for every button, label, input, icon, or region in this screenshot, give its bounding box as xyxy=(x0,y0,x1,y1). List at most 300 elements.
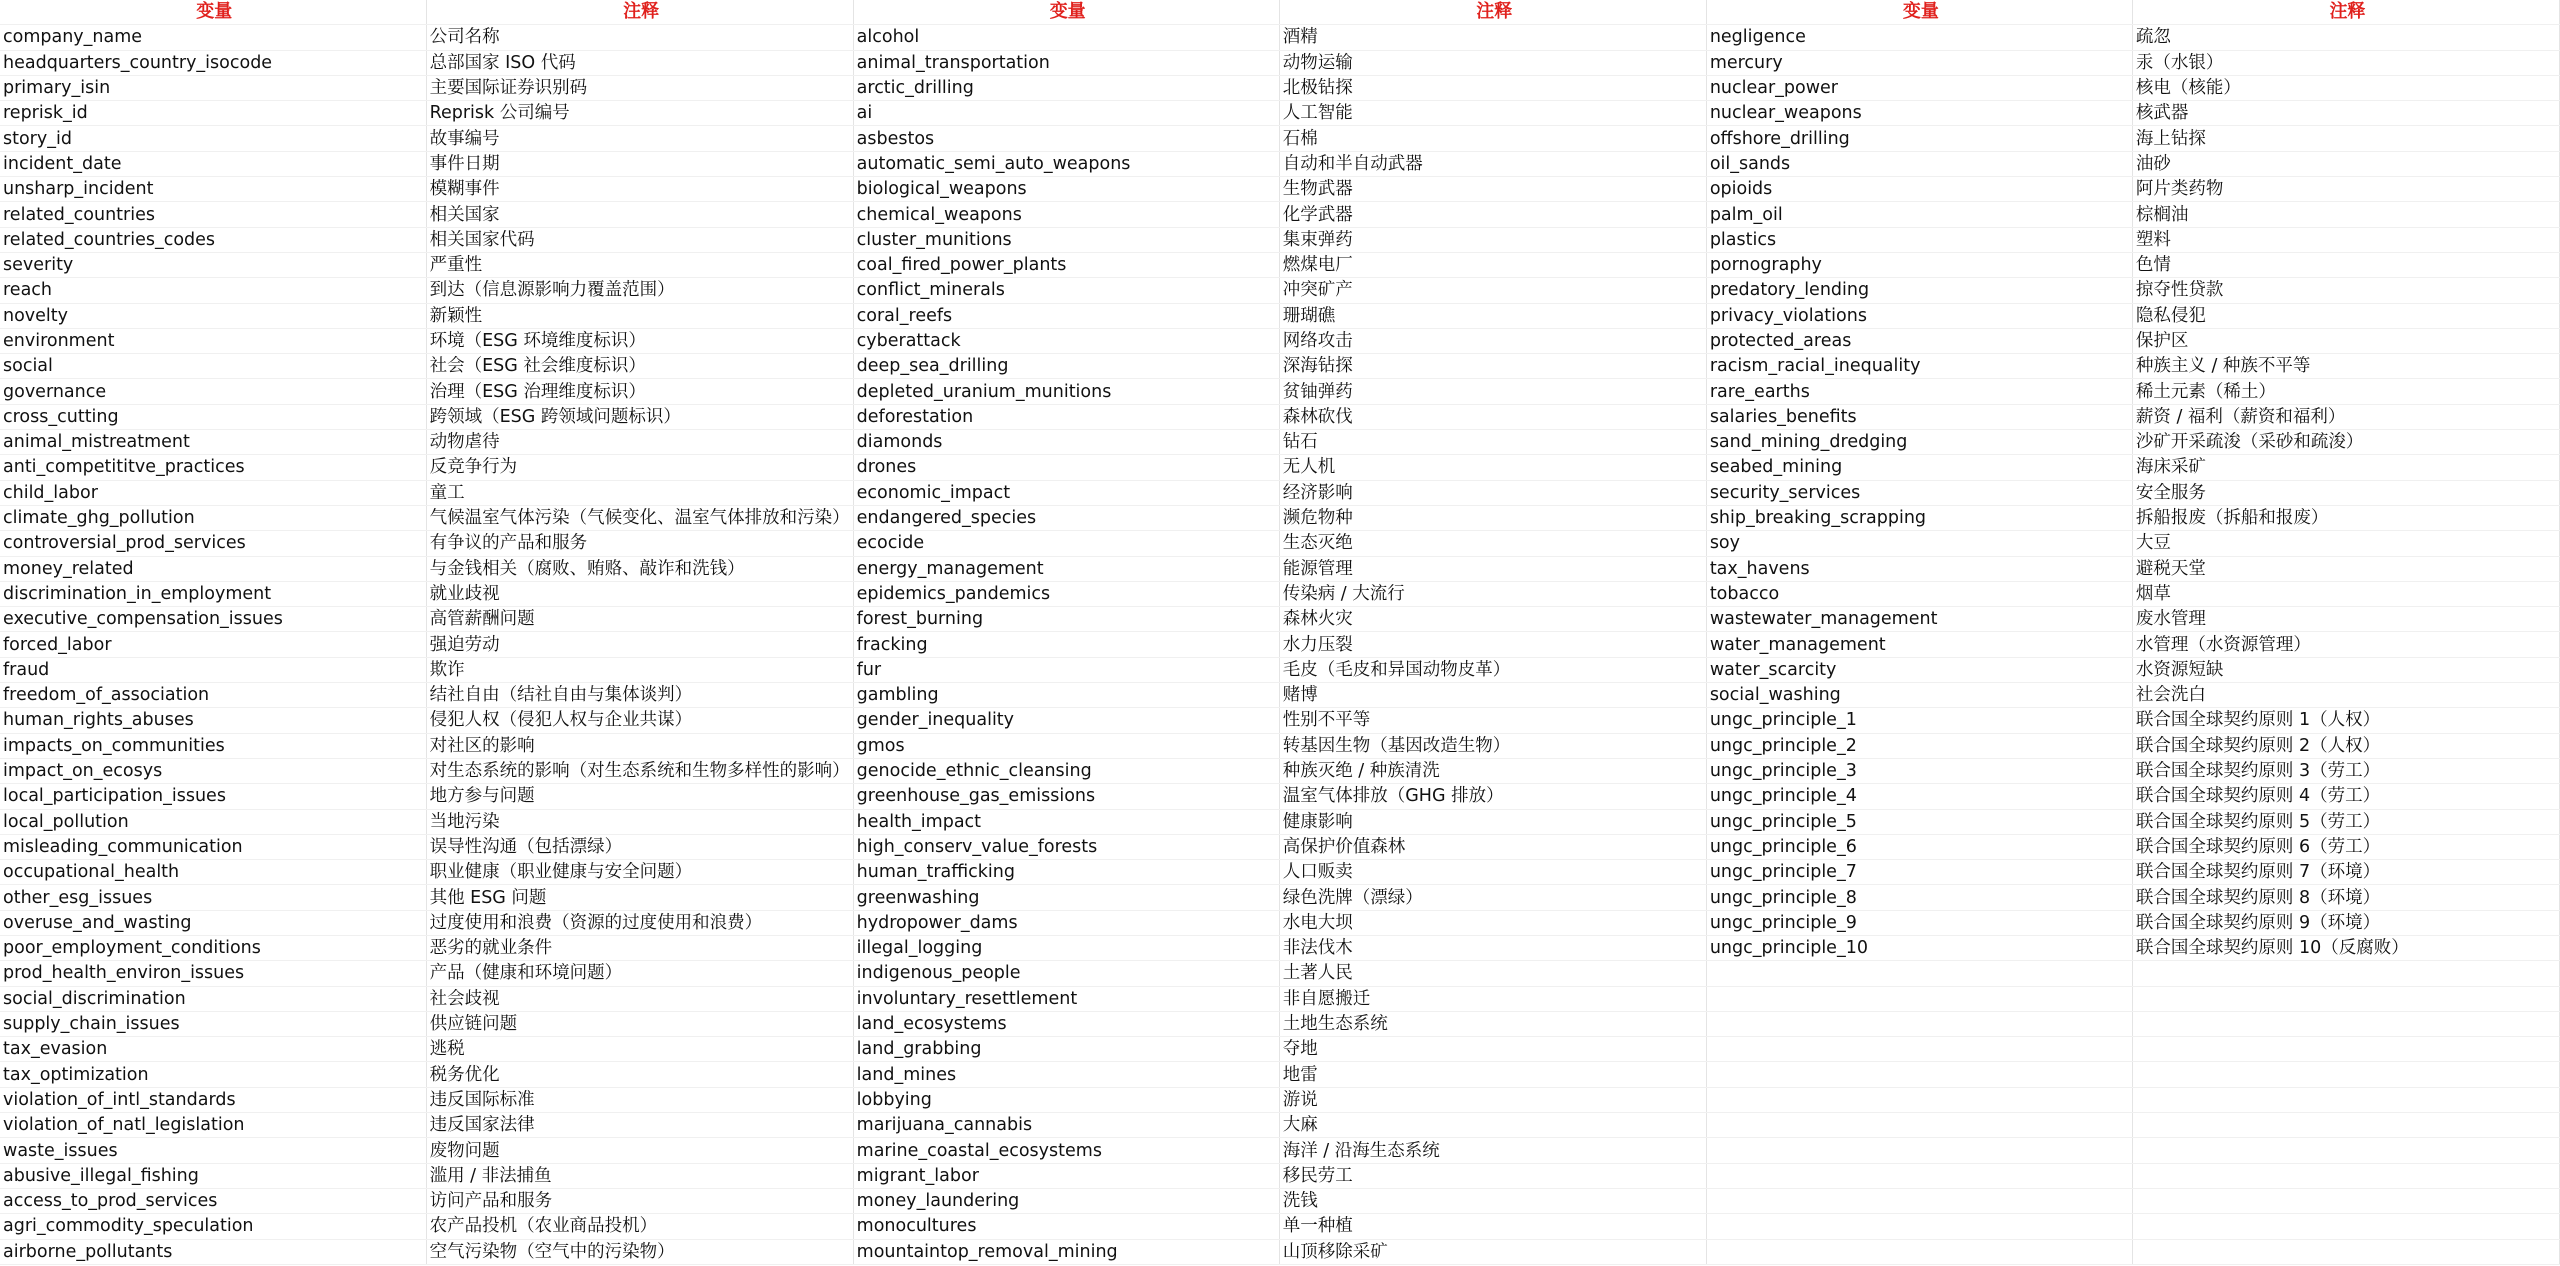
variable-cell[interactable]: social xyxy=(0,354,426,379)
note-cell[interactable]: 废物问题 xyxy=(426,1138,853,1163)
note-cell[interactable]: 核武器 xyxy=(2132,101,2559,126)
note-cell[interactable]: 深海钻探 xyxy=(1279,354,1706,379)
variable-cell[interactable]: energy_management xyxy=(853,556,1279,581)
variable-cell[interactable] xyxy=(1706,1113,2132,1138)
variable-cell[interactable]: soy xyxy=(1706,531,2132,556)
note-cell[interactable]: 联合国全球契约原则 5（劳工） xyxy=(2132,809,2559,834)
note-cell[interactable]: 高保护价值森林 xyxy=(1279,834,1706,859)
variable-cell[interactable]: arctic_drilling xyxy=(853,75,1279,100)
variable-cell[interactable]: pornography xyxy=(1706,252,2132,277)
note-cell[interactable]: 色情 xyxy=(2132,252,2559,277)
note-cell[interactable]: 土地生态系统 xyxy=(1279,1011,1706,1036)
note-cell[interactable] xyxy=(2132,1163,2559,1188)
note-cell[interactable]: 珊瑚礁 xyxy=(1279,303,1706,328)
variable-cell[interactable]: human_rights_abuses xyxy=(0,708,426,733)
note-cell[interactable]: 联合国全球契约原则 8（环境） xyxy=(2132,885,2559,910)
note-cell[interactable]: 联合国全球契约原则 6（劳工） xyxy=(2132,834,2559,859)
variable-cell[interactable]: ai xyxy=(853,101,1279,126)
variable-cell[interactable]: anti_competititve_practices xyxy=(0,455,426,480)
variable-cell[interactable]: coal_fired_power_plants xyxy=(853,252,1279,277)
variable-cell[interactable]: fraud xyxy=(0,657,426,682)
variable-cell[interactable]: ship_breaking_scrapping xyxy=(1706,505,2132,530)
note-cell[interactable]: 大麻 xyxy=(1279,1113,1706,1138)
variable-cell[interactable]: marijuana_cannabis xyxy=(853,1113,1279,1138)
note-cell[interactable]: 社会（ESG 社会维度标识） xyxy=(426,354,853,379)
variable-cell[interactable]: rare_earths xyxy=(1706,379,2132,404)
variable-cell[interactable]: biological_weapons xyxy=(853,177,1279,202)
variable-cell[interactable]: fracking xyxy=(853,632,1279,657)
note-cell[interactable]: 农产品投机（农业商品投机） xyxy=(426,1214,853,1239)
note-cell[interactable]: 海床采矿 xyxy=(2132,455,2559,480)
note-cell[interactable]: 到达（信息源影响力覆盖范围） xyxy=(426,278,853,303)
variable-cell[interactable]: wastewater_management xyxy=(1706,607,2132,632)
note-cell[interactable]: 违反国际标准 xyxy=(426,1087,853,1112)
variable-cell[interactable]: ungc_principle_8 xyxy=(1706,885,2132,910)
header-note-3[interactable]: 注释 xyxy=(2132,0,2559,25)
variable-cell[interactable]: land_grabbing xyxy=(853,1037,1279,1062)
variable-cell[interactable]: ungc_principle_9 xyxy=(1706,910,2132,935)
variable-cell[interactable]: epidemics_pandemics xyxy=(853,581,1279,606)
note-cell[interactable]: 社会歧视 xyxy=(426,986,853,1011)
note-cell[interactable]: 职业健康（职业健康与安全问题） xyxy=(426,860,853,885)
variable-cell[interactable]: cyberattack xyxy=(853,328,1279,353)
variable-cell[interactable]: human_trafficking xyxy=(853,860,1279,885)
variable-cell[interactable] xyxy=(1706,986,2132,1011)
variable-cell[interactable]: water_scarcity xyxy=(1706,657,2132,682)
variable-cell[interactable]: freedom_of_association xyxy=(0,683,426,708)
variable-cell[interactable]: migrant_labor xyxy=(853,1163,1279,1188)
variable-cell[interactable]: local_participation_issues xyxy=(0,784,426,809)
note-cell[interactable]: 联合国全球契约原则 10（反腐败） xyxy=(2132,935,2559,960)
note-cell[interactable]: 保护区 xyxy=(2132,328,2559,353)
variable-cell[interactable]: lobbying xyxy=(853,1087,1279,1112)
note-cell[interactable]: 土著人民 xyxy=(1279,961,1706,986)
note-cell[interactable]: 种族灭绝 / 种族清洗 xyxy=(1279,758,1706,783)
note-cell[interactable]: Reprisk 公司编号 xyxy=(426,101,853,126)
variable-cell[interactable]: airborne_pollutants xyxy=(0,1239,426,1264)
variable-cell[interactable]: waste_issues xyxy=(0,1138,426,1163)
note-cell[interactable]: 气候温室气体污染（气候变化、温室气体排放和污染） xyxy=(426,505,853,530)
note-cell[interactable]: 人口贩卖 xyxy=(1279,860,1706,885)
variable-cell[interactable]: gender_inequality xyxy=(853,708,1279,733)
note-cell[interactable]: 故事编号 xyxy=(426,126,853,151)
note-cell[interactable]: 阿片类药物 xyxy=(2132,177,2559,202)
variable-cell[interactable]: story_id xyxy=(0,126,426,151)
note-cell[interactable]: 联合国全球契约原则 2（人权） xyxy=(2132,733,2559,758)
variable-cell[interactable]: oil_sands xyxy=(1706,151,2132,176)
variable-cell[interactable]: fur xyxy=(853,657,1279,682)
note-cell[interactable]: 违反国家法律 xyxy=(426,1113,853,1138)
variable-cell[interactable]: forced_labor xyxy=(0,632,426,657)
variable-cell[interactable]: reach xyxy=(0,278,426,303)
note-cell[interactable]: 北极钻探 xyxy=(1279,75,1706,100)
note-cell[interactable]: 对社区的影响 xyxy=(426,733,853,758)
variable-cell[interactable]: racism_racial_inequality xyxy=(1706,354,2132,379)
variable-cell[interactable] xyxy=(1706,961,2132,986)
variable-cell[interactable]: severity xyxy=(0,252,426,277)
note-cell[interactable]: 滥用 / 非法捕鱼 xyxy=(426,1163,853,1188)
note-cell[interactable]: 经济影响 xyxy=(1279,480,1706,505)
note-cell[interactable] xyxy=(2132,986,2559,1011)
variable-cell[interactable]: deforestation xyxy=(853,404,1279,429)
note-cell[interactable]: 汞（水银） xyxy=(2132,50,2559,75)
header-note-1[interactable]: 注释 xyxy=(426,0,853,25)
note-cell[interactable] xyxy=(2132,1037,2559,1062)
variable-cell[interactable]: ungc_principle_7 xyxy=(1706,860,2132,885)
note-cell[interactable]: 总部国家 ISO 代码 xyxy=(426,50,853,75)
variable-cell[interactable]: animal_mistreatment xyxy=(0,430,426,455)
variable-cell[interactable]: executive_compensation_issues xyxy=(0,607,426,632)
note-cell[interactable]: 其他 ESG 问题 xyxy=(426,885,853,910)
variable-cell[interactable] xyxy=(1706,1188,2132,1213)
variable-cell[interactable]: gambling xyxy=(853,683,1279,708)
variable-cell[interactable]: indigenous_people xyxy=(853,961,1279,986)
variable-cell[interactable]: ungc_principle_2 xyxy=(1706,733,2132,758)
variable-cell[interactable]: related_countries_codes xyxy=(0,227,426,252)
variable-cell[interactable]: offshore_drilling xyxy=(1706,126,2132,151)
variable-cell[interactable]: poor_employment_conditions xyxy=(0,935,426,960)
note-cell[interactable]: 燃煤电厂 xyxy=(1279,252,1706,277)
note-cell[interactable]: 联合国全球契约原则 7（环境） xyxy=(2132,860,2559,885)
note-cell[interactable]: 濒危物种 xyxy=(1279,505,1706,530)
note-cell[interactable] xyxy=(2132,1239,2559,1264)
variable-cell[interactable]: high_conserv_value_forests xyxy=(853,834,1279,859)
note-cell[interactable]: 避税天堂 xyxy=(2132,556,2559,581)
note-cell[interactable]: 地方参与问题 xyxy=(426,784,853,809)
variable-cell[interactable]: palm_oil xyxy=(1706,202,2132,227)
note-cell[interactable]: 森林砍伐 xyxy=(1279,404,1706,429)
note-cell[interactable]: 核电（核能） xyxy=(2132,75,2559,100)
note-cell[interactable]: 集束弹药 xyxy=(1279,227,1706,252)
note-cell[interactable]: 高管薪酬问题 xyxy=(426,607,853,632)
note-cell[interactable]: 童工 xyxy=(426,480,853,505)
variable-cell[interactable]: diamonds xyxy=(853,430,1279,455)
note-cell[interactable]: 烟草 xyxy=(2132,581,2559,606)
note-cell[interactable]: 洗钱 xyxy=(1279,1188,1706,1213)
variable-cell[interactable]: marine_coastal_ecosystems xyxy=(853,1138,1279,1163)
header-variable-2[interactable]: 变量 xyxy=(853,0,1279,25)
variable-cell[interactable]: hydropower_dams xyxy=(853,910,1279,935)
note-cell[interactable]: 夺地 xyxy=(1279,1037,1706,1062)
note-cell[interactable]: 稀土元素（稀土） xyxy=(2132,379,2559,404)
variable-cell[interactable]: depleted_uranium_munitions xyxy=(853,379,1279,404)
note-cell[interactable] xyxy=(2132,1011,2559,1036)
note-cell[interactable]: 地雷 xyxy=(1279,1062,1706,1087)
variable-cell[interactable]: protected_areas xyxy=(1706,328,2132,353)
note-cell[interactable]: 就业歧视 xyxy=(426,581,853,606)
variable-cell[interactable]: company_name xyxy=(0,25,426,50)
note-cell[interactable]: 事件日期 xyxy=(426,151,853,176)
variable-cell[interactable]: violation_of_natl_legislation xyxy=(0,1113,426,1138)
note-cell[interactable]: 种族主义 / 种族不平等 xyxy=(2132,354,2559,379)
variable-cell[interactable]: supply_chain_issues xyxy=(0,1011,426,1036)
variable-cell[interactable]: gmos xyxy=(853,733,1279,758)
variable-cell[interactable]: nuclear_weapons xyxy=(1706,101,2132,126)
variable-cell[interactable]: impacts_on_communities xyxy=(0,733,426,758)
variable-cell[interactable]: agri_commodity_speculation xyxy=(0,1214,426,1239)
variable-cell[interactable]: headquarters_country_isocode xyxy=(0,50,426,75)
note-cell[interactable]: 对生态系统的影响（对生态系统和生物多样性的影响） xyxy=(426,758,853,783)
note-cell[interactable]: 能源管理 xyxy=(1279,556,1706,581)
note-cell[interactable]: 治理（ESG 治理维度标识） xyxy=(426,379,853,404)
variable-cell[interactable]: social_washing xyxy=(1706,683,2132,708)
variable-cell[interactable]: asbestos xyxy=(853,126,1279,151)
variable-cell[interactable]: controversial_prod_services xyxy=(0,531,426,556)
note-cell[interactable]: 隐私侵犯 xyxy=(2132,303,2559,328)
note-cell[interactable]: 过度使用和浪费（资源的过度使用和浪费） xyxy=(426,910,853,935)
note-cell[interactable]: 访问产品和服务 xyxy=(426,1188,853,1213)
note-cell[interactable]: 动物虐待 xyxy=(426,430,853,455)
note-cell[interactable]: 塑料 xyxy=(2132,227,2559,252)
variable-cell[interactable]: land_mines xyxy=(853,1062,1279,1087)
variable-cell[interactable]: ungc_principle_6 xyxy=(1706,834,2132,859)
variable-cell[interactable]: endangered_species xyxy=(853,505,1279,530)
note-cell[interactable]: 社会洗白 xyxy=(2132,683,2559,708)
variable-cell[interactable] xyxy=(1706,1138,2132,1163)
variable-cell[interactable]: conflict_minerals xyxy=(853,278,1279,303)
note-cell[interactable]: 性别不平等 xyxy=(1279,708,1706,733)
note-cell[interactable]: 网络攻击 xyxy=(1279,328,1706,353)
header-variable-1[interactable]: 变量 xyxy=(0,0,426,25)
variable-cell[interactable]: other_esg_issues xyxy=(0,885,426,910)
variable-cell[interactable] xyxy=(1706,1011,2132,1036)
variable-cell[interactable] xyxy=(1706,1214,2132,1239)
variable-cell[interactable]: impact_on_ecosys xyxy=(0,758,426,783)
variable-cell[interactable]: overuse_and_wasting xyxy=(0,910,426,935)
variable-cell[interactable]: reprisk_id xyxy=(0,101,426,126)
note-cell[interactable]: 环境（ESG 环境维度标识） xyxy=(426,328,853,353)
note-cell[interactable]: 当地污染 xyxy=(426,809,853,834)
note-cell[interactable]: 主要国际证券识别码 xyxy=(426,75,853,100)
note-cell[interactable]: 毛皮（毛皮和异国动物皮革） xyxy=(1279,657,1706,682)
note-cell[interactable]: 公司名称 xyxy=(426,25,853,50)
variable-cell[interactable] xyxy=(1706,1062,2132,1087)
note-cell[interactable] xyxy=(2132,961,2559,986)
note-cell[interactable]: 动物运输 xyxy=(1279,50,1706,75)
variable-cell[interactable]: involuntary_resettlement xyxy=(853,986,1279,1011)
variable-cell[interactable]: cluster_munitions xyxy=(853,227,1279,252)
note-cell[interactable]: 供应链问题 xyxy=(426,1011,853,1036)
note-cell[interactable]: 非自愿搬迁 xyxy=(1279,986,1706,1011)
note-cell[interactable]: 大豆 xyxy=(2132,531,2559,556)
note-cell[interactable]: 产品（健康和环境问题） xyxy=(426,961,853,986)
note-cell[interactable]: 拆船报废（拆船和报废） xyxy=(2132,505,2559,530)
variable-cell[interactable]: tax_optimization xyxy=(0,1062,426,1087)
note-cell[interactable]: 相关国家代码 xyxy=(426,227,853,252)
note-cell[interactable]: 棕榈油 xyxy=(2132,202,2559,227)
note-cell[interactable]: 恶劣的就业条件 xyxy=(426,935,853,960)
note-cell[interactable]: 水资源短缺 xyxy=(2132,657,2559,682)
note-cell[interactable]: 逃税 xyxy=(426,1037,853,1062)
variable-cell[interactable]: salaries_benefits xyxy=(1706,404,2132,429)
note-cell[interactable] xyxy=(2132,1087,2559,1112)
note-cell[interactable]: 冲突矿产 xyxy=(1279,278,1706,303)
variable-cell[interactable]: ungc_principle_4 xyxy=(1706,784,2132,809)
variable-cell[interactable]: governance xyxy=(0,379,426,404)
variable-cell[interactable]: illegal_logging xyxy=(853,935,1279,960)
variable-cell[interactable]: climate_ghg_pollution xyxy=(0,505,426,530)
variable-cell[interactable]: ungc_principle_5 xyxy=(1706,809,2132,834)
variable-cell[interactable]: opioids xyxy=(1706,177,2132,202)
note-cell[interactable]: 沙矿开采疏浚（采砂和疏浚） xyxy=(2132,430,2559,455)
variable-cell[interactable]: plastics xyxy=(1706,227,2132,252)
note-cell[interactable]: 无人机 xyxy=(1279,455,1706,480)
note-cell[interactable]: 山顶移除采矿 xyxy=(1279,1239,1706,1264)
variable-cell[interactable] xyxy=(1706,1163,2132,1188)
variable-cell[interactable]: land_ecosystems xyxy=(853,1011,1279,1036)
variable-cell[interactable]: seabed_mining xyxy=(1706,455,2132,480)
variable-cell[interactable]: nuclear_power xyxy=(1706,75,2132,100)
note-cell[interactable]: 模糊事件 xyxy=(426,177,853,202)
variable-cell[interactable]: unsharp_incident xyxy=(0,177,426,202)
note-cell[interactable]: 传染病 / 大流行 xyxy=(1279,581,1706,606)
variable-cell[interactable]: mountaintop_removal_mining xyxy=(853,1239,1279,1264)
note-cell[interactable] xyxy=(2132,1138,2559,1163)
note-cell[interactable]: 单一种植 xyxy=(1279,1214,1706,1239)
variable-cell[interactable]: coral_reefs xyxy=(853,303,1279,328)
note-cell[interactable]: 强迫劳动 xyxy=(426,632,853,657)
header-note-2[interactable]: 注释 xyxy=(1279,0,1706,25)
note-cell[interactable]: 化学武器 xyxy=(1279,202,1706,227)
variable-cell[interactable]: occupational_health xyxy=(0,860,426,885)
variable-cell[interactable]: forest_burning xyxy=(853,607,1279,632)
note-cell[interactable]: 油砂 xyxy=(2132,151,2559,176)
note-cell[interactable]: 空气污染物（空气中的污染物） xyxy=(426,1239,853,1264)
variable-cell[interactable] xyxy=(1706,1037,2132,1062)
note-cell[interactable]: 贫铀弹药 xyxy=(1279,379,1706,404)
note-cell[interactable]: 跨领域（ESG 跨领域问题标识） xyxy=(426,404,853,429)
variable-cell[interactable]: sand_mining_dredging xyxy=(1706,430,2132,455)
note-cell[interactable]: 游说 xyxy=(1279,1087,1706,1112)
variable-cell[interactable]: local_pollution xyxy=(0,809,426,834)
variable-cell[interactable]: tax_evasion xyxy=(0,1037,426,1062)
variable-cell[interactable]: abusive_illegal_fishing xyxy=(0,1163,426,1188)
note-cell[interactable]: 安全服务 xyxy=(2132,480,2559,505)
variable-cell[interactable]: privacy_violations xyxy=(1706,303,2132,328)
variable-cell[interactable]: drones xyxy=(853,455,1279,480)
note-cell[interactable]: 移民劳工 xyxy=(1279,1163,1706,1188)
variable-cell[interactable]: discrimination_in_employment xyxy=(0,581,426,606)
variable-cell[interactable]: greenhouse_gas_emissions xyxy=(853,784,1279,809)
note-cell[interactable]: 生态灭绝 xyxy=(1279,531,1706,556)
note-cell[interactable]: 有争议的产品和服务 xyxy=(426,531,853,556)
variable-cell[interactable]: tax_havens xyxy=(1706,556,2132,581)
variable-cell[interactable]: ungc_principle_1 xyxy=(1706,708,2132,733)
variable-cell[interactable]: security_services xyxy=(1706,480,2132,505)
variable-cell[interactable] xyxy=(1706,1239,2132,1264)
variable-cell[interactable]: child_labor xyxy=(0,480,426,505)
note-cell[interactable]: 掠夺性贷款 xyxy=(2132,278,2559,303)
variable-cell[interactable]: incident_date xyxy=(0,151,426,176)
note-cell[interactable]: 生物武器 xyxy=(1279,177,1706,202)
variable-cell[interactable]: tobacco xyxy=(1706,581,2132,606)
note-cell[interactable]: 水电大坝 xyxy=(1279,910,1706,935)
variable-cell[interactable]: environment xyxy=(0,328,426,353)
note-cell[interactable] xyxy=(2132,1188,2559,1213)
variable-cell[interactable]: primary_isin xyxy=(0,75,426,100)
variable-cell[interactable]: predatory_lending xyxy=(1706,278,2132,303)
note-cell[interactable]: 薪资 / 福利（薪资和福利） xyxy=(2132,404,2559,429)
variable-cell[interactable]: social_discrimination xyxy=(0,986,426,1011)
variable-cell[interactable]: cross_cutting xyxy=(0,404,426,429)
note-cell[interactable]: 相关国家 xyxy=(426,202,853,227)
note-cell[interactable]: 自动和半自动武器 xyxy=(1279,151,1706,176)
note-cell[interactable]: 侵犯人权（侵犯人权与企业共谋） xyxy=(426,708,853,733)
note-cell[interactable]: 结社自由（结社自由与集体谈判） xyxy=(426,683,853,708)
variable-cell[interactable]: violation_of_intl_standards xyxy=(0,1087,426,1112)
header-variable-3[interactable]: 变量 xyxy=(1706,0,2132,25)
note-cell[interactable]: 误导性沟通（包括漂绿） xyxy=(426,834,853,859)
note-cell[interactable]: 赌博 xyxy=(1279,683,1706,708)
variable-cell[interactable]: ecocide xyxy=(853,531,1279,556)
variable-cell[interactable]: chemical_weapons xyxy=(853,202,1279,227)
note-cell[interactable]: 联合国全球契约原则 9（环境） xyxy=(2132,910,2559,935)
variable-cell[interactable]: access_to_prod_services xyxy=(0,1188,426,1213)
variable-cell[interactable]: mercury xyxy=(1706,50,2132,75)
note-cell[interactable]: 新颖性 xyxy=(426,303,853,328)
variable-cell[interactable]: prod_health_environ_issues xyxy=(0,961,426,986)
variable-cell[interactable]: misleading_communication xyxy=(0,834,426,859)
note-cell[interactable]: 反竞争行为 xyxy=(426,455,853,480)
note-cell[interactable]: 健康影响 xyxy=(1279,809,1706,834)
note-cell[interactable] xyxy=(2132,1214,2559,1239)
variable-cell[interactable]: ungc_principle_3 xyxy=(1706,758,2132,783)
note-cell[interactable]: 钻石 xyxy=(1279,430,1706,455)
note-cell[interactable]: 温室气体排放（GHG 排放） xyxy=(1279,784,1706,809)
note-cell[interactable]: 转基因生物（基因改造生物） xyxy=(1279,733,1706,758)
variable-cell[interactable]: animal_transportation xyxy=(853,50,1279,75)
variable-cell[interactable]: economic_impact xyxy=(853,480,1279,505)
variable-cell[interactable]: deep_sea_drilling xyxy=(853,354,1279,379)
note-cell[interactable]: 税务优化 xyxy=(426,1062,853,1087)
variable-cell[interactable]: negligence xyxy=(1706,25,2132,50)
variable-cell[interactable]: money_related xyxy=(0,556,426,581)
variable-cell[interactable]: genocide_ethnic_cleansing xyxy=(853,758,1279,783)
variable-cell[interactable]: automatic_semi_auto_weapons xyxy=(853,151,1279,176)
note-cell[interactable]: 严重性 xyxy=(426,252,853,277)
note-cell[interactable] xyxy=(2132,1113,2559,1138)
variable-cell[interactable]: ungc_principle_10 xyxy=(1706,935,2132,960)
variable-cell[interactable]: related_countries xyxy=(0,202,426,227)
variable-cell[interactable]: alcohol xyxy=(853,25,1279,50)
note-cell[interactable]: 废水管理 xyxy=(2132,607,2559,632)
note-cell[interactable]: 联合国全球契约原则 1（人权） xyxy=(2132,708,2559,733)
variable-cell[interactable]: water_management xyxy=(1706,632,2132,657)
note-cell[interactable]: 水管理（水资源管理） xyxy=(2132,632,2559,657)
note-cell[interactable]: 酒精 xyxy=(1279,25,1706,50)
variable-cell[interactable]: monocultures xyxy=(853,1214,1279,1239)
note-cell[interactable]: 非法伐木 xyxy=(1279,935,1706,960)
variable-cell[interactable]: health_impact xyxy=(853,809,1279,834)
note-cell[interactable]: 联合国全球契约原则 4（劳工） xyxy=(2132,784,2559,809)
note-cell[interactable] xyxy=(2132,1062,2559,1087)
note-cell[interactable]: 人工智能 xyxy=(1279,101,1706,126)
note-cell[interactable]: 石棉 xyxy=(1279,126,1706,151)
note-cell[interactable]: 海洋 / 沿海生态系统 xyxy=(1279,1138,1706,1163)
note-cell[interactable]: 疏忽 xyxy=(2132,25,2559,50)
note-cell[interactable]: 欺诈 xyxy=(426,657,853,682)
note-cell[interactable]: 海上钻探 xyxy=(2132,126,2559,151)
variable-cell[interactable]: money_laundering xyxy=(853,1188,1279,1213)
note-cell[interactable]: 绿色洗牌（漂绿） xyxy=(1279,885,1706,910)
note-cell[interactable]: 联合国全球契约原则 3（劳工） xyxy=(2132,758,2559,783)
note-cell[interactable]: 森林火灾 xyxy=(1279,607,1706,632)
note-cell[interactable]: 水力压裂 xyxy=(1279,632,1706,657)
variable-cell[interactable]: novelty xyxy=(0,303,426,328)
variable-cell[interactable] xyxy=(1706,1087,2132,1112)
variable-cell[interactable]: greenwashing xyxy=(853,885,1279,910)
note-cell[interactable]: 与金钱相关（腐败、贿赂、敲诈和洗钱） xyxy=(426,556,853,581)
